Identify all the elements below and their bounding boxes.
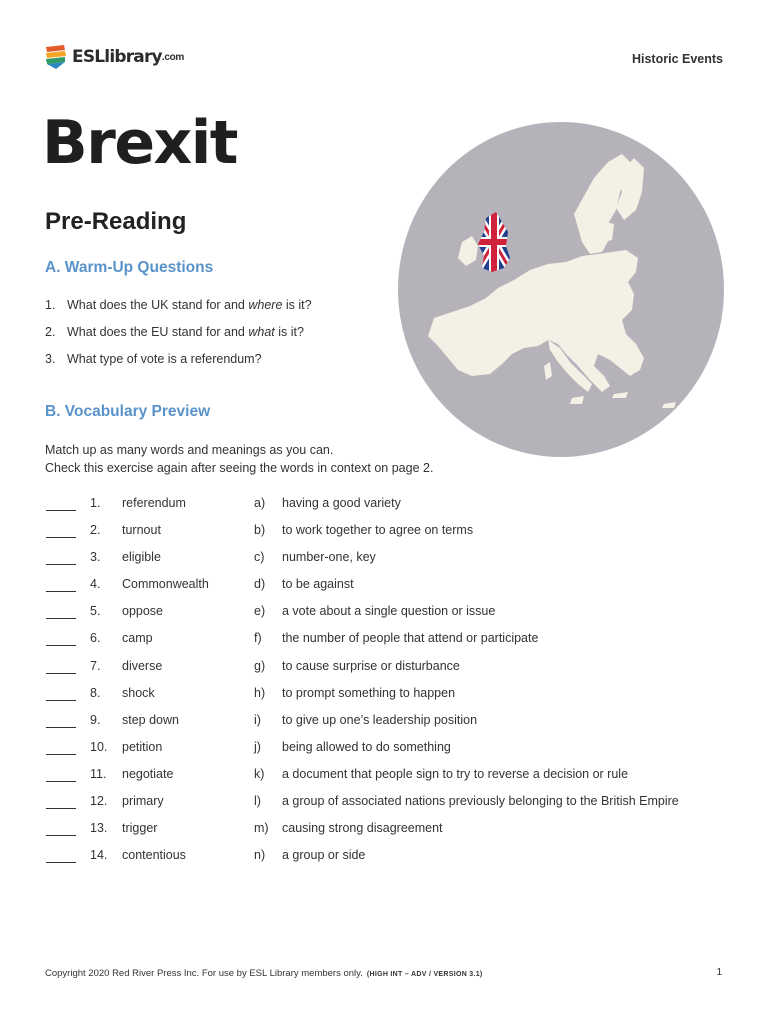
question-text: What does the EU stand for and what is it? [67, 325, 304, 339]
vocab-word: trigger [122, 821, 158, 836]
vocab-number: 8. [90, 685, 101, 700]
meaning-letter: h) [254, 685, 266, 700]
vocab-meaning: a vote about a single question or issue [282, 604, 496, 619]
answer-blank[interactable] [46, 700, 76, 701]
answer-blank[interactable] [46, 645, 76, 646]
europe-map-with-uk-flag [398, 122, 724, 457]
answer-blank[interactable] [46, 510, 76, 511]
section-b-heading: B. Vocabulary Preview [45, 403, 211, 420]
vocab-word: shock [122, 685, 155, 700]
vocabulary-row [45, 548, 735, 575]
level-label: (HIGH INT – ADV / VERSION 3.1) [366, 971, 483, 978]
copyright-text: Copyright 2020 Red River Press Inc. For use by ESL Library members only. [45, 968, 363, 979]
vocab-word: oppose [122, 604, 164, 619]
esl-library-logo-icon [44, 44, 68, 70]
instruction-line: Match up as many words and meanings as you can. [45, 443, 334, 457]
vocab-meaning: having a good variety [282, 496, 401, 510]
vocab-meaning: a document that people sign to try to reverse a decision or rule [282, 766, 629, 781]
vocab-word: turnout [122, 523, 161, 538]
vocab-word: diverse [122, 658, 163, 673]
question-number: 2. [45, 325, 56, 339]
vocab-word: eligible [122, 550, 161, 565]
meaning-letter: a) [254, 496, 266, 510]
vocab-word: negotiate [122, 766, 174, 781]
vocab-number: 9. [90, 712, 101, 727]
meaning-letter: c) [254, 550, 265, 565]
vocabulary-row [45, 575, 735, 602]
vocab-number: 5. [90, 604, 101, 619]
meaning-letter: b) [254, 523, 266, 538]
vocab-word: step down [122, 712, 179, 727]
vocab-number: 6. [90, 631, 101, 646]
vocab-word: referendum [122, 496, 186, 510]
vocab-word: camp [122, 631, 153, 646]
vocab-meaning: to work together to agree on terms [282, 523, 474, 538]
meaning-letter: k) [254, 766, 265, 781]
vocabulary-row [45, 602, 735, 629]
vocabulary-row [45, 684, 735, 711]
question-text: What does the UK stand for and where is it? [67, 298, 312, 312]
vocabulary-matching-list [45, 494, 735, 873]
vocab-meaning: number-one, key [282, 550, 376, 565]
answer-blank[interactable] [46, 591, 76, 592]
question-item [45, 325, 304, 339]
meaning-letter: i) [254, 712, 261, 727]
answer-blank[interactable] [46, 564, 76, 565]
question-item [45, 298, 312, 312]
vocab-number: 4. [90, 577, 101, 592]
vocab-number: 11. [90, 766, 107, 781]
vocab-meaning: being allowed to do something [282, 739, 451, 754]
answer-blank[interactable] [46, 835, 76, 836]
vocab-meaning: a group of associated nations previously belonging to the British Empire [282, 794, 679, 809]
meaning-letter: n) [254, 848, 266, 863]
vocabulary-instructions [45, 441, 433, 477]
vocab-meaning: to prompt something to happen [282, 685, 456, 700]
meaning-letter: d) [254, 577, 266, 592]
page-number: 1 [716, 967, 722, 978]
page-subtitle: Pre-Reading [45, 208, 187, 235]
meaning-letter: g) [254, 658, 266, 673]
vocab-meaning: to be against [282, 577, 354, 592]
vocab-number: 2. [90, 523, 101, 538]
vocabulary-row [45, 657, 735, 684]
answer-blank[interactable] [46, 808, 76, 809]
answer-blank[interactable] [46, 618, 76, 619]
question-number: 1. [45, 298, 56, 312]
meaning-letter: e) [254, 604, 266, 619]
vocab-meaning: the number of people that attend or participate [282, 631, 539, 646]
answer-blank[interactable] [46, 537, 76, 538]
vocab-word: contentious [122, 848, 186, 863]
vocabulary-row [45, 494, 735, 521]
vocabulary-row [45, 819, 735, 846]
logo-text: ESLlibrary [72, 47, 162, 67]
footer-copyright [45, 968, 483, 979]
logo-dotcom: .com [161, 51, 184, 63]
vocabulary-row [45, 711, 735, 738]
vocab-number: 1. [90, 496, 101, 510]
answer-blank[interactable] [46, 727, 76, 728]
vocab-number: 3. [90, 550, 101, 565]
answer-blank[interactable] [46, 754, 76, 755]
meaning-letter: m) [254, 821, 269, 836]
vocab-meaning: to give up one’s leadership position [282, 712, 478, 727]
vocabulary-row [45, 846, 735, 873]
vocab-number: 12. [90, 794, 108, 809]
instruction-line: Check this exercise again after seeing the words in context on page 2. [45, 461, 434, 475]
vocabulary-row [45, 629, 735, 656]
category-label: Historic Events [631, 52, 723, 66]
vocab-word: petition [122, 739, 163, 754]
answer-blank[interactable] [46, 673, 76, 674]
question-text: What type of vote is a referendum? [67, 352, 262, 366]
answer-blank[interactable] [46, 781, 76, 782]
page-title: Brexit [42, 108, 237, 178]
question-number: 3. [45, 352, 56, 366]
answer-blank[interactable] [46, 862, 76, 863]
vocab-meaning: to cause surprise or disturbance [282, 658, 460, 673]
vocab-number: 14. [90, 848, 108, 863]
meaning-letter: f) [254, 631, 262, 646]
question-item [45, 352, 262, 366]
meaning-letter: j) [254, 739, 261, 754]
vocab-word: primary [122, 794, 164, 809]
vocab-number: 10. [90, 739, 108, 754]
vocab-number: 7. [90, 658, 101, 673]
vocab-number: 13. [90, 821, 108, 836]
esl-library-logo [44, 44, 184, 70]
vocabulary-row [45, 521, 735, 548]
vocab-word: Commonwealth [122, 577, 209, 592]
vocab-meaning: a group or side [282, 848, 366, 863]
vocabulary-row [45, 765, 735, 792]
vocabulary-row [45, 792, 735, 819]
meaning-letter: l) [254, 794, 261, 809]
vocab-meaning: causing strong disagreement [282, 821, 443, 836]
section-a-heading: A. Warm-Up Questions [45, 259, 214, 276]
vocabulary-row [45, 738, 735, 765]
